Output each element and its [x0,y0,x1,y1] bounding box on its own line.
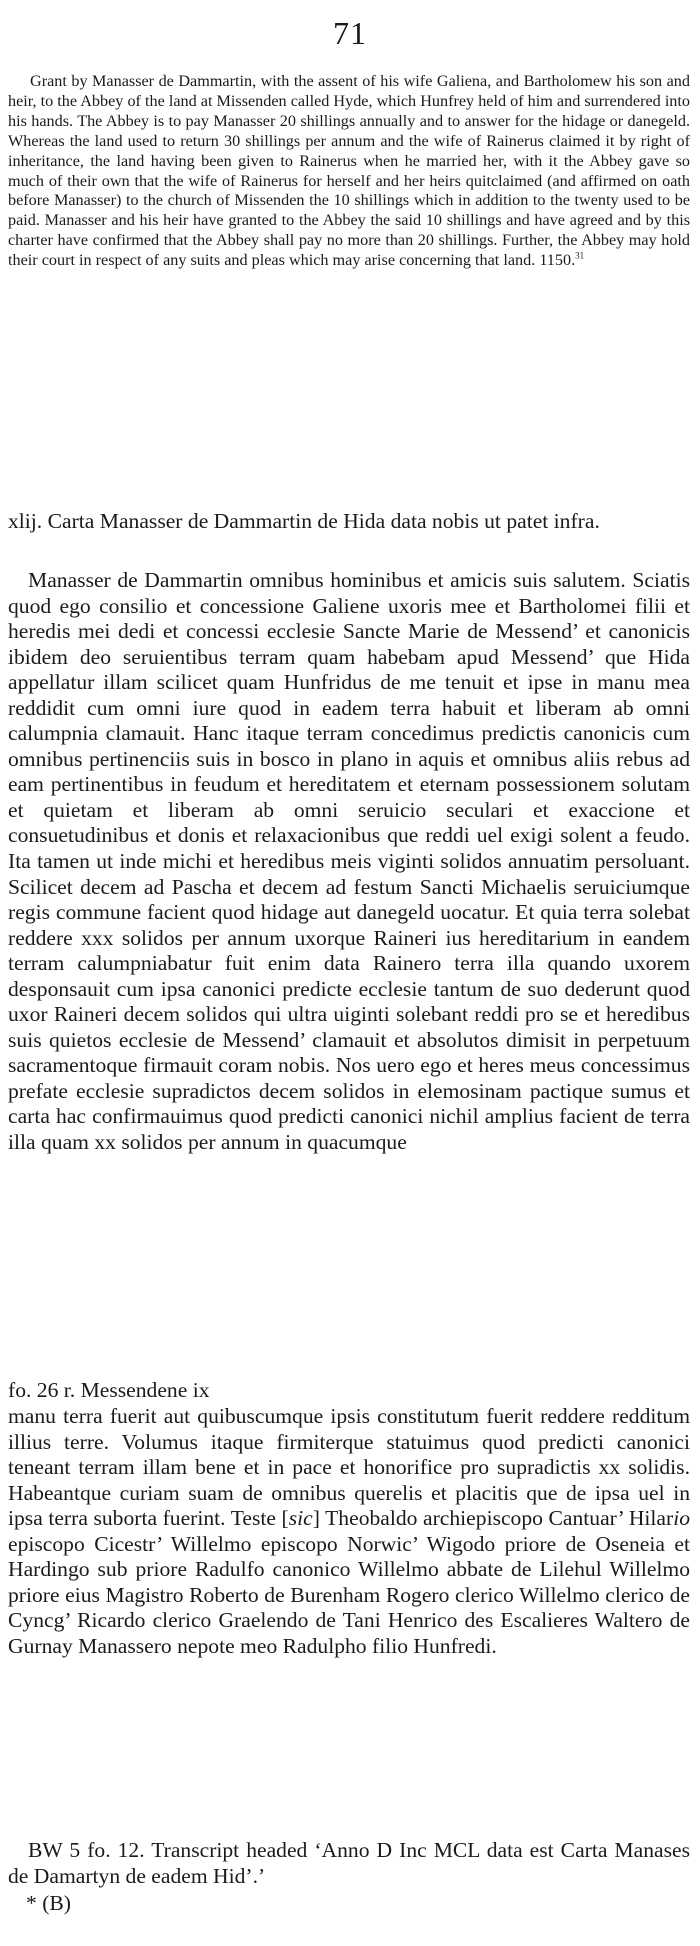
summary-text: Grant by Manasser de Dammartin, with the assent of his wife Galiena, and Bartholomew his son and heir, to the Abbey of the land at Missenden called Hyde, which Hunfrey held of him and surrendered into his hands. The Abbey is to pay Manasser 20 shillings annually and to answer for the hidage or danegeld. Whereas the land used to return 30 shillings per annum and the wife of Rainerus claimed it by right of inheritance, the land having been given to Rainerus when he married her, with it the Abbey gave so much of their own that the wife of Rainerus for herself and her heirs quitclaimed (and affirmed on oath before Manasser) to the church of Missenden the 10 shillings which in addition to the twenty used to be paid. Manasser and his heir have granted to the Abbey the said 10 shillings and have agreed and by this charter have confirmed that the Abbey shall pay no more than 20 shillings. Further, the Abbey may hold their court in respect of any suits and pleas which may arise concerning that land. 1150. [8,72,690,270]
charter-text-part-1: Manasser de Dammartin omnibus hominibus et amicis suis salutem. Sciatis quod ego consilio et concessione Galiene uxoris mee et Bartholomei filii et heredis mei dedi et concessi ecclesie Sancte Marie de Messend’ et canonicis ibidem deo seruientibus terram quam habebam apud Messend’ que Hida appellatur illam scilicet quam Hunfridus de me tenuit et ipse in manu mea reddidit cum omni iure quod in eadem terra habuit et liberam ab omni calumpnia clamauit. Hanc itaque terram concedimus predictis canonicis cum omnibus pertinenciis suis in bosco in plano in aquis et omnibus aliis rebus ad eam pertinentibus in feudum et hereditatem et eternam possessionem solutam et quietam et liberam ab omni seruicio seculari et exaccione et consuetudinibus et donis et relaxacionibus que reddi uel exigi solent a feudo. Ita tamen ut inde michi et heredibus meis viginti solidos annuatim persoluant. Scilicet decem ad Pascha et decem ad festum Sancti Michaelis seruiciumque regis commune facient quod hidage aut danegeld uocatur. Et quia terra solebat reddere xxx solidos per annum uxorque Raineri ius hereditarium in eandem terram calumpniabatur fuit enim data Rainero terra illa quando uxorem desponsauit cum ipsa canonici predicte ecclesie tantum de suo dederunt quod uxor Raineri decem solidos qui ultra uiginti solebant reddi pro se et heredibus suis quietos ecclesie de Messend’ clamauit et absolutos dimisit in perpetuum sacramentoque firmauit coram nobis. Nos uero ego et heres meus concessimus prefate ecclesie supradictos decem solidos in elemosinam pactique sumus et carta hac confirmauimus quod predicti canonici nichil amplius facient de terra illa quam xx solidos per annum in quacumque [8,568,690,1155]
italic-expansion: io [673,1506,690,1531]
page-number: 71 [333,15,367,51]
manuscript-note: * (B) [26,1891,71,1915]
source-note: BW 5 fo. 12. Transcript headed ‘Anno D Inc MCL data est Carta Manases de Damartyn de eadem Hid’.’ [8,1838,690,1888]
footnote-reference: 31 [575,250,585,261]
charter-heading: xlij. Carta Manasser de Dammartin de Hida data nobis ut patet infra. [8,509,600,533]
folio-marker: fo. 26 r. Messendene ix [8,1378,210,1402]
charter-text-part-2c: episcopo Cicestr’ Willelmo episcopo Norwic’ Wigodo priore de Oseneia et Hardingo sub priore Radulfo canonico Willelmo abbate de Lilehul Willelmo priore eius Magistro Roberto de Burenham Rogero clerico Willelmo clerico de Cyncg’ Ricardo clerico Graelendo de Tani Henrico des Escalieres Waltero de Gurnay Manassero nepote meo Radulpho filio Hunfredi. [8,1531,690,1658]
charter-text-part-2b: ] Theobaldo archiepiscopo Cantuar’ Hilar [312,1506,674,1531]
sic-annotation: sic [288,1506,313,1531]
charter-text-part-2 [8,1404,690,1659]
english-summary [8,72,690,271]
charter-text-part-2a: manu terra fuerit aut quibuscumque ipsis constitutum fuerit reddere redditum illius terre. Volumus itaque firmiterque statuimus quod predicti canonici teneant terram illam bene et in pace et honorifice pro supradictis xx solidis. Habeantque curiam suam de omnibus querelis et placitis que de ipsa uel in ipsa terra suborta fuerint. Teste [ [8,1404,690,1531]
